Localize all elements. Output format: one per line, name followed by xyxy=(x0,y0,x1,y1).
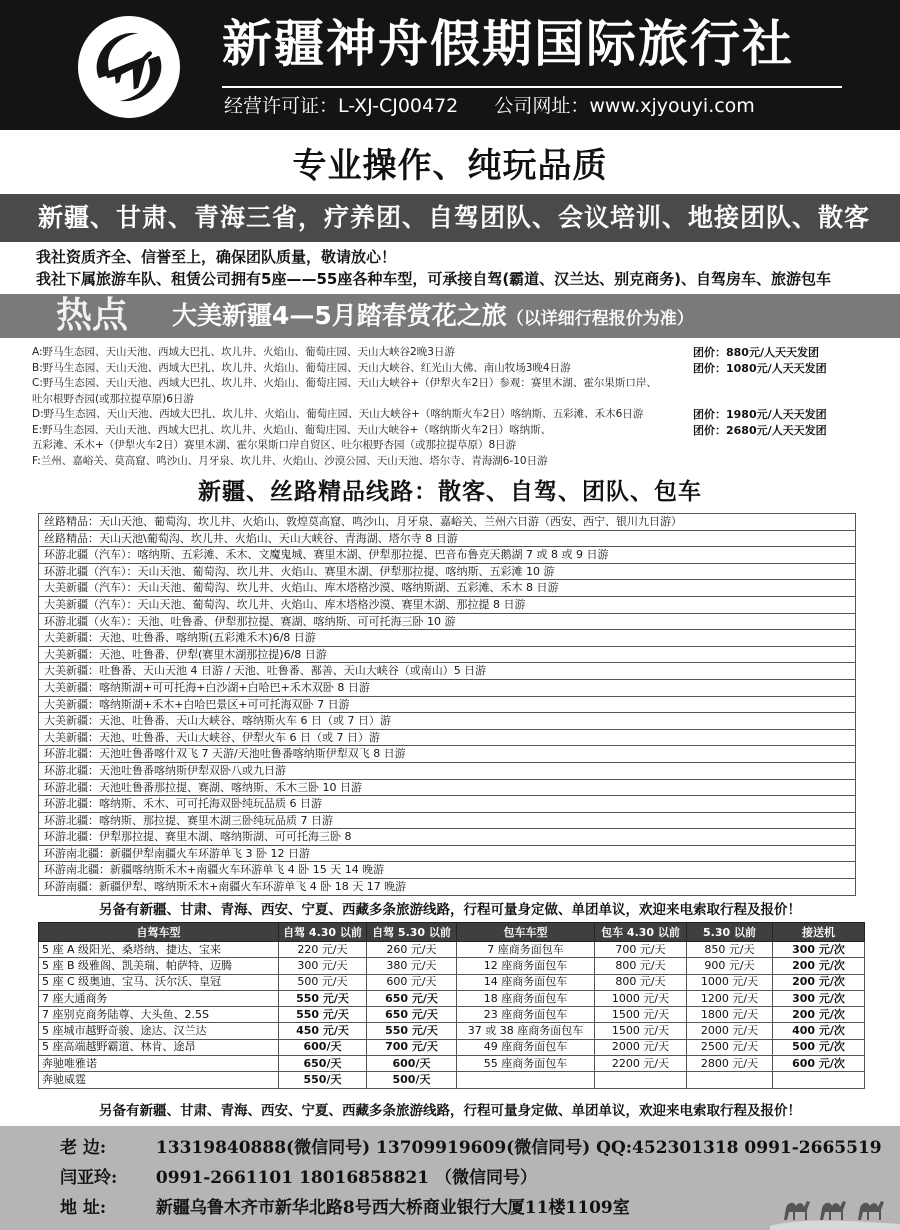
contact-value[interactable]: 13319840888(微信同号) 13709919609(微信同号) QQ:452301318 0991-2665519 xyxy=(155,1138,882,1158)
table-cell: 14 座商务面包车 xyxy=(457,974,595,990)
route-row: 环游北疆：喀纳斯、那拉提、赛里木湖三卧纯玩品质 7 日游 xyxy=(38,813,856,830)
table-cell: 300 元/次 xyxy=(773,990,865,1006)
price-line: 团价：880元/人天天发团 xyxy=(693,346,819,359)
route-row: 环游南北疆：新疆喀纳斯禾木+南疆火车环游单飞 4 卧 15 天 14 晚游 xyxy=(38,862,856,879)
table-cell: 2800 元/天 xyxy=(687,1056,773,1072)
table-cell: 7 座大通商务 xyxy=(39,990,279,1006)
table-cell: 1500 元/天 xyxy=(595,1007,687,1023)
route-row: 大美新疆：天池、吐鲁番、天山大峡谷、伊犁火车 6 日（或 7 日）游 xyxy=(38,730,856,747)
route-row: 大美新疆：喀纳斯湖+可可托海+白沙湖+白哈巴+禾木双卧 8 日游 xyxy=(38,680,856,697)
table-cell: 2000 元/天 xyxy=(595,1039,687,1055)
route-row: 大美新疆（汽车）：天山天池、葡萄沟、坎儿井、火焰山、库木塔格沙漠、赛里木湖、那拉提 8 日游 xyxy=(38,597,856,614)
services-band: 新疆、甘肃、青海三省，疗养团、自驾团队、会议培训、地接团队、散客 xyxy=(0,194,900,242)
price-line: 团价：1980元/人天天发团 xyxy=(693,408,827,421)
table-cell: 1000 元/天 xyxy=(687,974,773,990)
car-price-table xyxy=(38,922,865,1089)
route-row: 环游北疆（汽车）：喀纳斯、五彩滩、禾木、文魔鬼城、赛里木湖、伊犁那拉提、巴音布鲁克天鹅湖 7 或 8 或 9 日游 xyxy=(38,547,856,564)
table-row xyxy=(39,1072,865,1088)
route-row: 环游北疆：天池吐鲁番喀什双飞 7 天游/天池吐鲁番喀纳斯伊犁双飞 8 日游 xyxy=(38,746,856,763)
table-cell: 5 座 C 级奥迪、宝马、沃尔沃、皇冠 xyxy=(39,974,279,990)
table-cell: 450 元/天 xyxy=(279,1023,367,1039)
table-cell: 600/天 xyxy=(279,1039,367,1055)
table-cell: 49 座商务面包车 xyxy=(457,1039,595,1055)
table-cell: 800 元/天 xyxy=(595,974,687,990)
table-cell: 5 座高端越野霸道、林肯、途昂 xyxy=(39,1039,279,1055)
contact-row xyxy=(60,1196,630,1220)
table-cell: 380 元/天 xyxy=(367,958,457,974)
column-header: 自驾 5.30 以前 xyxy=(367,923,457,942)
table-cell: 5 座 A 级阳光、桑塔纳、捷达、宝来 xyxy=(39,942,279,958)
table-header-row xyxy=(39,923,865,942)
route-row: 大美新疆：喀纳斯湖+禾木+白哈巴景区+可可托海双卧 7 日游 xyxy=(38,697,856,714)
more-lines-note: 另备有新疆、甘肃、青海、西安、宁夏、西藏多条旅游线路，行程可量身定做、单团单议，欢迎来电索取行程及报价！ xyxy=(99,902,801,918)
table-cell: 500/天 xyxy=(367,1072,457,1088)
route-row: 环游北疆（汽车）：天山天池、葡萄沟、坎儿井、火焰山、赛里木湖、伊犁那拉提、喀纳斯、五彩滩 10 游 xyxy=(38,564,856,581)
footer-contacts xyxy=(0,1126,900,1230)
route-row: 大美新疆：天池、吐鲁番、伊犁(赛里木湖那拉提)6/8 日游 xyxy=(38,647,856,664)
table-cell: 600 元/次 xyxy=(773,1056,865,1072)
price-line: 团价：1080元/人天天发团 xyxy=(693,361,827,375)
table-cell: 1800 元/天 xyxy=(687,1007,773,1023)
table-cell: 650 元/天 xyxy=(367,990,457,1006)
table-cell: 200 元/次 xyxy=(773,974,865,990)
table-cell: 奔驰威霆 xyxy=(39,1072,279,1088)
table-cell xyxy=(773,1072,865,1088)
itinerary-line: F:兰州、嘉峪关、莫高窟、鸣沙山、月牙泉、坎儿井、火焰山、沙漠公园、天山天池、塔尔寺、青海湖6-10日游 xyxy=(32,454,548,467)
table-cell: 260 元/天 xyxy=(367,942,457,958)
table-cell: 200 元/次 xyxy=(773,958,865,974)
spring-itinerary-list xyxy=(32,345,672,469)
table-row xyxy=(39,990,865,1006)
table-cell: 5 座城市越野奇骏、途达、汉兰达 xyxy=(39,1023,279,1039)
itinerary-line: D:野马生态园、天山天池、西域大巴扎、坎儿井、火焰山、葡萄庄园、天山大峡谷+（喀纳斯火车2日）喀纳斯、五彩滩、禾木6日游 xyxy=(32,408,644,420)
contact-label: 闫亚玲: xyxy=(60,1168,118,1188)
route-row: 环游北疆：天池吐鲁番喀纳斯伊犁双卧八或九日游 xyxy=(38,763,856,780)
table-cell: 850 元/天 xyxy=(687,942,773,958)
table-cell: 2200 元/天 xyxy=(595,1056,687,1072)
hot-band xyxy=(0,294,900,338)
table-cell: 900 元/天 xyxy=(687,958,773,974)
hot-note: （以详细行程报价为准） xyxy=(506,309,694,329)
itinerary-line: E:野马生态园、天山天池、西域大巴扎、坎儿井、火焰山、葡萄庄园、天山大峡谷+（喀纳斯火车2日）喀纳斯、 xyxy=(32,423,552,436)
itinerary-line: 五彩滩、禾木+（伊犁火车2日）赛里木湖、霍尔果斯口岸自贸区、吐尔根野杏园（或那拉提草原）8日游 xyxy=(32,439,517,451)
airplane-swirl-logo-icon xyxy=(78,16,180,118)
table-cell: 700 元/天 xyxy=(595,942,687,958)
route-row: 大美新疆（汽车）：天山天池、葡萄沟、坎儿井、火焰山、库木塔格沙漠、喀纳斯湖、五彩滩、禾木 8 日游 xyxy=(38,580,856,597)
itinerary-line: 吐尔根野杏园(或那拉提草原)6日游 xyxy=(32,392,194,405)
table-cell: 奔驰唯雅诺 xyxy=(39,1056,279,1072)
route-row: 丝路精品：天山天池、葡萄沟、坎儿井、火焰山、敦煌莫高窟、鸣沙山、月牙泉、嘉峪关、兰州六日游（西安、西宁、银川九日游） xyxy=(38,514,856,531)
table-row xyxy=(39,958,865,974)
column-header: 自驾车型 xyxy=(39,923,279,942)
table-cell: 12 座商务面包车 xyxy=(457,958,595,974)
route-row: 环游南疆：新疆伊犁、喀纳斯禾木+南疆火车环游单飞 4 卧 18 天 17 晚游 xyxy=(38,879,856,896)
table-cell: 220 元/天 xyxy=(279,942,367,958)
itinerary-line: B:野马生态园、天山天池、西域大巴扎、坎儿井、火焰山、葡萄庄园、天山大峡谷、红光山大佛、南山牧场3晚4日游 xyxy=(32,361,571,374)
table-cell: 600 元/天 xyxy=(367,974,457,990)
spring-price-list xyxy=(693,345,827,438)
column-header: 自驾 4.30 以前 xyxy=(279,923,367,942)
route-row: 大美新疆：天池、吐鲁番、天山大峡谷、喀纳斯火车 6 日（或 7 日）游 xyxy=(38,713,856,730)
route-row: 环游北疆：天池吐鲁番那拉提、赛湖、喀纳斯、禾木三卧 10 日游 xyxy=(38,780,856,797)
route-list xyxy=(38,513,856,896)
contact-label: 地 址: xyxy=(60,1198,107,1218)
table-cell: 550 元/天 xyxy=(279,990,367,1006)
intro-text xyxy=(36,246,831,290)
table-cell: 650 元/天 xyxy=(367,1007,457,1023)
table-row xyxy=(39,974,865,990)
header-divider xyxy=(222,86,842,88)
contact-row xyxy=(60,1166,537,1190)
price-line xyxy=(693,376,827,392)
column-header: 5.30 以前 xyxy=(687,923,773,942)
route-row: 大美新疆：天池、吐鲁番、喀纳斯(五彩滩禾木)6/8 日游 xyxy=(38,630,856,647)
column-header: 包车 4.30 以前 xyxy=(595,923,687,942)
table-cell: 7 座别克商务陆尊、大头鱼、2.5S xyxy=(39,1007,279,1023)
table-cell xyxy=(457,1072,595,1088)
header-info xyxy=(224,92,785,120)
table-cell: 550 元/天 xyxy=(367,1023,457,1039)
table-cell: 1200 元/天 xyxy=(687,990,773,1006)
table-cell xyxy=(687,1072,773,1088)
camel-caravan-icon xyxy=(770,1170,900,1230)
table-cell: 500 元/次 xyxy=(773,1039,865,1055)
table-cell: 2500 元/天 xyxy=(687,1039,773,1055)
contact-value[interactable]: 0991-2661101 18016858821 （微信同号） xyxy=(155,1168,538,1188)
route-row: 大美新疆：吐鲁番、天山天池 4 日游 / 天池、吐鲁番、鄯善、天山大峡谷（或南山）5 日游 xyxy=(38,663,856,680)
table-cell: 300 元/次 xyxy=(773,942,865,958)
table-cell: 600/天 xyxy=(367,1056,457,1072)
table-cell: 18 座商务面包车 xyxy=(457,990,595,1006)
table-cell: 300 元/天 xyxy=(279,958,367,974)
table-cell: 500 元/天 xyxy=(279,974,367,990)
route-row: 环游北疆（火车）：天池、吐鲁番、伊犁那拉提、赛湖、喀纳斯、可可托海三卧 10 游 xyxy=(38,614,856,631)
column-header: 接送机 xyxy=(773,923,865,942)
license-number: 经营许可证：L-XJ-CJ00472 xyxy=(224,95,459,117)
table-cell: 800 元/天 xyxy=(595,958,687,974)
silk-road-title: 新疆、丝路精品线路：散客、自驾、团队、包车 xyxy=(198,479,702,505)
table-cell: 23 座商务面包车 xyxy=(457,1007,595,1023)
header-banner xyxy=(0,0,900,130)
contact-row xyxy=(60,1136,882,1160)
itinerary-line: A:野马生态园、天山天池、西域大巴扎、坎儿井、火焰山、葡萄庄园、天山大峡谷2晚3日游 xyxy=(32,346,455,358)
price-line: 团价：2680元/人天天发团 xyxy=(693,423,827,437)
table-cell: 5 座 B 级雅阁、凯美瑞、帕萨特、迈腾 xyxy=(39,958,279,974)
table-row xyxy=(39,942,865,958)
table-row xyxy=(39,1056,865,1072)
table-row xyxy=(39,1039,865,1055)
table-cell: 1500 元/天 xyxy=(595,1023,687,1039)
table-cell: 400 元/次 xyxy=(773,1023,865,1039)
table-cell: 200 元/次 xyxy=(773,1007,865,1023)
website-link[interactable]: 公司网址：www.xjyouyi.com xyxy=(494,95,755,117)
table-cell: 650/天 xyxy=(279,1056,367,1072)
table-cell: 1000 元/天 xyxy=(595,990,687,1006)
hot-title xyxy=(172,294,694,338)
price-line xyxy=(693,392,827,408)
company-name: 新疆神舟假期国际旅行社 xyxy=(222,15,794,73)
hot-title-text: 大美新疆4—5月踏春赏花之旅 xyxy=(172,301,507,330)
contact-label: 老 边: xyxy=(60,1138,107,1158)
contact-value: 新疆乌鲁木齐市新华北路8号西大桥商业银行大厦11楼1109室 xyxy=(155,1198,630,1218)
itinerary-line: C:野马生态园、天山天池、西域大巴扎、坎儿井、火焰山、葡萄庄园、天山大峡谷+（伊犁火车2日）参观：赛里木湖、霍尔果斯口岸、 xyxy=(32,377,657,389)
route-row: 环游北疆：喀纳斯、禾木、可可托海双卧纯玩品质 6 日游 xyxy=(38,796,856,813)
table-cell: 550/天 xyxy=(279,1072,367,1088)
table-cell: 7 座商务面包车 xyxy=(457,942,595,958)
column-header: 包车车型 xyxy=(457,923,595,942)
table-cell: 2000 元/天 xyxy=(687,1023,773,1039)
table-row xyxy=(39,1023,865,1039)
table-cell: 550 元/天 xyxy=(279,1007,367,1023)
intro-line: 我社下属旅游车队、租赁公司拥有5座——55座各种车型，可承接自驾(霸道、汉兰达、别克商务)、自驾房车、旅游包车 xyxy=(36,270,832,288)
table-cell xyxy=(595,1072,687,1088)
table-cell: 37 或 38 座商务面包车 xyxy=(457,1023,595,1039)
intro-line: 我社资质齐全、信誉至上，确保团队质量，敬请放心！ xyxy=(36,248,397,266)
route-row: 丝路精品：天山天池\葡萄沟、坎儿井、火焰山、天山大峡谷、青海湖、塔尔寺 8 日游 xyxy=(38,531,856,548)
table-row xyxy=(39,1007,865,1023)
table-cell: 55 座商务面包车 xyxy=(457,1056,595,1072)
route-row: 环游南北疆：新疆伊犁南疆火车环游单飞 3 卧 12 日游 xyxy=(38,846,856,863)
slogan: 专业操作、纯玩品质 xyxy=(292,146,608,186)
route-row: 环游北疆：伊犁那拉提、赛里木湖、喀纳斯湖、可可托海三卧 8 xyxy=(38,829,856,846)
table-cell: 700 元/天 xyxy=(367,1039,457,1055)
more-lines-note: 另备有新疆、甘肃、青海、西安、宁夏、西藏多条旅游线路，行程可量身定做、单团单议，欢迎来电索取行程及报价！ xyxy=(99,1103,801,1119)
hot-tag: 热点 xyxy=(56,295,129,336)
